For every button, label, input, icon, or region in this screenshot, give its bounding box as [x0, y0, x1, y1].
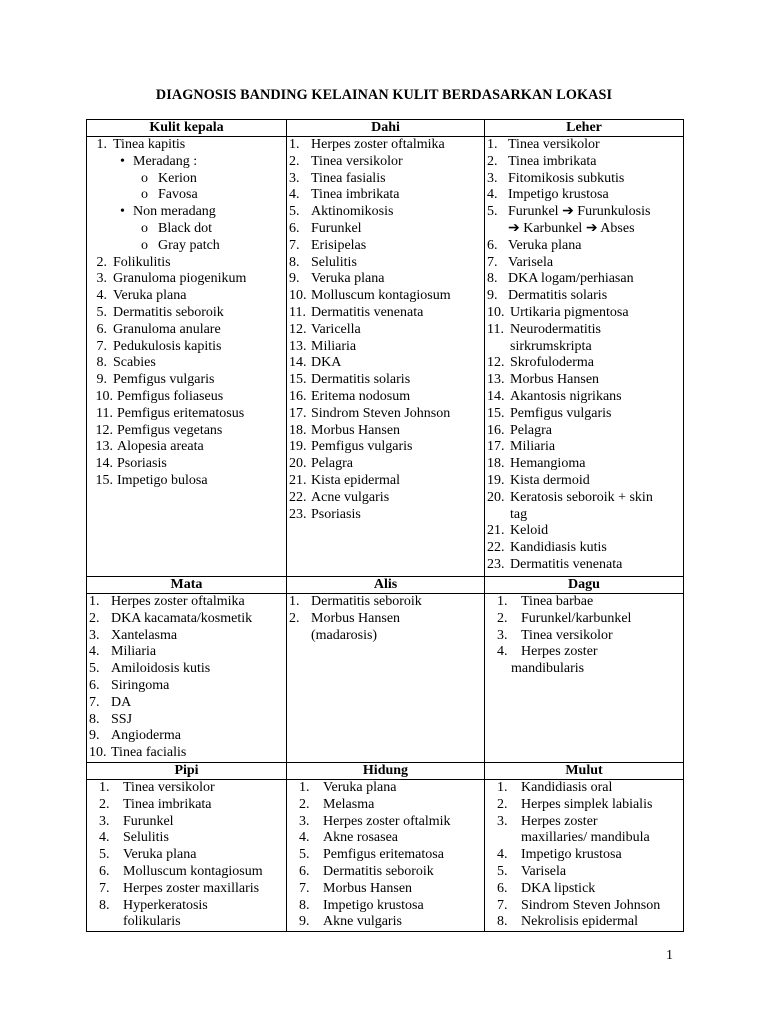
- circle-bullet-icon: o: [141, 220, 148, 236]
- list-item: 6. DKA lipstick: [497, 880, 596, 896]
- list-item: 4. Herpes zoster: [497, 644, 598, 660]
- list-item: 6. Dermatitis seboroik: [299, 863, 434, 879]
- list-item: 1. Tinea kapitis: [96, 137, 186, 152]
- list-item: 5. Veruka plana: [99, 847, 197, 863]
- circle-bullet-icon: o: [141, 237, 148, 253]
- list-item: 2. Tinea versikolor: [289, 153, 403, 169]
- list-item: 14. Akantosis nigrikans: [487, 388, 622, 404]
- list-item: 8. Nekrolisis epidermal: [497, 914, 639, 930]
- list-item: 7. Varisela: [487, 254, 554, 270]
- list-item: 9. Angioderma: [89, 728, 181, 744]
- list-item-continuation: ➔ Karbunkel ➔ Abses: [508, 220, 635, 236]
- list-item: 6. Furunkel: [289, 220, 362, 236]
- list-item: 3. Granuloma piogenikum: [96, 271, 247, 287]
- list-item: 1. Herpes zoster oftalmika: [289, 137, 445, 152]
- list-item: o Black dot: [141, 220, 213, 236]
- list-item: 12. Varicella: [289, 321, 361, 337]
- list-item: 18. Hemangioma: [487, 456, 586, 472]
- list-item: 6. Veruka plana: [487, 237, 582, 253]
- list-item: 23. Dermatitis venenata: [487, 556, 623, 572]
- circle-bullet-icon: o: [141, 170, 148, 186]
- list-item: 9. Veruka plana: [289, 271, 385, 287]
- content-row-1: [87, 137, 684, 577]
- list-item: 2. Furunkel/karbunkel: [497, 610, 632, 626]
- list-item: 1. Kandidiasis oral: [497, 780, 613, 795]
- list-item: 11. Neurodermatitis: [487, 321, 601, 337]
- content-row-3: [87, 780, 684, 932]
- list-item: 13. Morbus Hansen: [487, 372, 600, 388]
- list-item: 4. Tinea imbrikata: [289, 187, 400, 203]
- arrow-right-icon: ➔: [585, 220, 598, 236]
- list-item: 15. Pemfigus vulgaris: [487, 405, 612, 421]
- list-item: 9. Pemfigus vulgaris: [96, 372, 215, 388]
- list-item: 17. Miliaria: [487, 439, 556, 455]
- list-item: 10. Tinea facialis: [89, 745, 187, 761]
- list-item: 10. Molluscum kontagiosum: [289, 288, 451, 304]
- list-item: 4. Akne rosasea: [299, 830, 399, 846]
- header-dagu: Dagu: [485, 577, 684, 594]
- list-item: 5. Amiloidosis kutis: [89, 661, 211, 677]
- header-row-2: [87, 577, 684, 594]
- list-item: 13. Alopesia areata: [95, 439, 204, 455]
- bullet-icon: •: [120, 153, 125, 169]
- list-item: 2. Tinea imbrikata: [487, 153, 597, 169]
- list-item: 17. Sindrom Steven Johnson: [289, 405, 451, 421]
- cell-mata: [87, 594, 287, 763]
- list-item: 6. Granuloma anulare: [96, 321, 221, 337]
- list-item: 4. Selulitis: [99, 830, 169, 846]
- list-item: 19. Pemfigus vulgaris: [289, 439, 413, 455]
- list-item: 20. Keratosis seboroik + skin: [487, 489, 653, 505]
- list-alis: [287, 594, 484, 644]
- list-item: 5. Furunkel ➔ Furunkulosis: [487, 204, 651, 220]
- cell-kulit-kepala: [87, 137, 287, 577]
- cell-dahi: [287, 137, 485, 577]
- list-item: 16. Eritema nodosum: [289, 388, 411, 404]
- list-item: 3. Fitomikosis subkutis: [487, 170, 625, 186]
- list-item-continuation: sirkrumskripta: [510, 338, 592, 354]
- list-item-continuation: folikularis: [123, 914, 181, 930]
- list-item: 8. DKA logam/perhiasan: [487, 271, 634, 287]
- header-row-3: [87, 763, 684, 780]
- list-item: 21. Keloid: [487, 523, 549, 539]
- list-item: 4. Miliaria: [89, 644, 157, 660]
- cell-dagu: [485, 594, 684, 763]
- list-item: 2. Folikulitis: [96, 254, 171, 270]
- list-item: 1. Dermatitis seboroik: [289, 594, 422, 609]
- list-item: 12. Pemfigus vegetans: [95, 422, 223, 438]
- list-item: 3. Tinea fasialis: [289, 170, 386, 186]
- list-item: 8. Scabies: [96, 355, 156, 371]
- list-item: 10. Pemfigus foliaseus: [95, 388, 224, 404]
- list-item: 14. DKA: [289, 355, 342, 371]
- list-item: 7. Pedukulosis kapitis: [96, 338, 222, 354]
- list-item: o Gray patch: [141, 237, 220, 253]
- list-item: 19. Kista dermoid: [487, 472, 590, 488]
- header-pipi: Pipi: [87, 763, 287, 780]
- list-dagu: [485, 594, 683, 678]
- list-item: 7. Morbus Hansen: [299, 880, 413, 896]
- header-kulit-kepala: Kulit kepala: [87, 120, 287, 137]
- list-item: 7. Herpes zoster maxillaris: [99, 880, 260, 896]
- list-mulut: [485, 780, 683, 931]
- list-item: 3. Tinea versikolor: [497, 627, 613, 643]
- list-item: 1. Herpes zoster oftalmika: [89, 594, 245, 609]
- content-row-2: [87, 594, 684, 763]
- list-item: 22. Kandidiasis kutis: [487, 540, 607, 556]
- circle-bullet-icon: o: [141, 187, 148, 203]
- list-item: 12. Skrofuloderma: [487, 355, 594, 371]
- list-dahi: [287, 137, 484, 523]
- list-item: 3. Xantelasma: [89, 627, 178, 643]
- list-item: 5. Aktinomikosis: [289, 204, 394, 220]
- list-item: 20. Pelagra: [289, 456, 353, 472]
- cell-alis: [287, 594, 485, 763]
- list-item: 2. Tinea imbrikata: [99, 796, 212, 812]
- header-hidung: Hidung: [287, 763, 485, 780]
- list-item: 2. Morbus Hansen: [289, 610, 401, 626]
- header-row-1: [87, 120, 684, 137]
- list-item: 16. Pelagra: [487, 422, 552, 438]
- header-alis: Alis: [287, 577, 485, 594]
- cell-pipi: [87, 780, 287, 932]
- list-item: 7. Sindrom Steven Johnson: [497, 897, 661, 913]
- list-item: 8. Hyperkeratosis: [99, 897, 208, 913]
- list-item-continuation: (madarosis): [311, 627, 378, 643]
- list-item: 4. Veruka plana: [96, 288, 187, 304]
- page-title: DIAGNOSIS BANDING KELAINAN KULIT BERDASARKAN LOKASI: [155, 87, 613, 103]
- cell-hidung: [287, 780, 485, 932]
- diagnosis-table: [86, 119, 684, 932]
- list-item: 5. Pemfigus eritematosa: [299, 847, 444, 863]
- list-item: o Favosa: [141, 187, 198, 203]
- list-item-continuation: mandibularis: [511, 661, 585, 677]
- list-item: 2. Melasma: [299, 796, 375, 812]
- list-item: 13. Miliaria: [289, 338, 357, 354]
- list-item: 2. Herpes simplek labialis: [497, 796, 653, 812]
- header-dahi: Dahi: [287, 120, 485, 137]
- list-item: 22. Acne vulgaris: [289, 489, 390, 505]
- header-mata: Mata: [87, 577, 287, 594]
- list-item: 5. Varisela: [497, 863, 567, 879]
- header-mulut: Mulut: [485, 763, 684, 780]
- list-item: 14. Psoriasis: [95, 456, 167, 472]
- list-item: 4. Impetigo krustosa: [487, 187, 609, 203]
- list-hidung: [287, 780, 484, 931]
- list-item: • Non meradang: [120, 204, 216, 220]
- arrow-right-icon: ➔: [508, 220, 520, 236]
- list-item: 6. Molluscum kontagiosum: [99, 863, 263, 879]
- list-item: 5. Dermatitis seboroik: [96, 304, 224, 320]
- list-item: 8. Impetigo krustosa: [299, 897, 424, 913]
- list-item: 7. Erisipelas: [289, 237, 367, 253]
- cell-mulut: [485, 780, 684, 932]
- list-item: 23. Psoriasis: [289, 506, 361, 522]
- list-item: 21. Kista epidermal: [289, 472, 401, 488]
- list-item: 1. Tinea versikolor: [99, 780, 215, 795]
- list-item: 7. DA: [89, 694, 132, 710]
- list-item: 3. Furunkel: [99, 813, 174, 829]
- list-pipi: [87, 780, 286, 931]
- list-item: 9. Akne vulgaris: [299, 914, 402, 930]
- list-item-continuation: maxillaries/ mandibula: [521, 830, 650, 846]
- list-leher: [485, 137, 683, 574]
- list-item: 1. Veruka plana: [299, 780, 397, 795]
- list-item: 1. Tinea versikolor: [487, 137, 600, 152]
- header-leher: Leher: [485, 120, 684, 137]
- list-item: 15. Dermatitis solaris: [289, 372, 411, 388]
- list-item: 1. Tinea barbae: [497, 594, 594, 609]
- list-item: 15. Impetigo bulosa: [95, 472, 208, 488]
- list-item: 8. Selulitis: [289, 254, 357, 270]
- list-item: 8. SSJ: [89, 711, 133, 727]
- list-item: 11. Dermatitis venenata: [289, 304, 424, 320]
- list-item: 3. Herpes zoster: [497, 813, 598, 829]
- list-item: 9. Dermatitis solaris: [487, 288, 608, 304]
- list-item: 2. DKA kacamata/kosmetik: [89, 610, 253, 626]
- list-item: • Meradang :: [120, 153, 198, 169]
- list-item: 18. Morbus Hansen: [289, 422, 401, 438]
- list-item: 10. Urtikaria pigmentosa: [487, 304, 629, 320]
- bullet-icon: •: [120, 204, 125, 220]
- list-item-continuation: tag: [510, 506, 528, 522]
- list-mata: [87, 594, 286, 762]
- arrow-right-icon: ➔: [562, 204, 574, 220]
- list-item: 11. Pemfigus eritematosus: [96, 405, 245, 421]
- list-item: 6. Siringoma: [89, 677, 170, 693]
- cell-leher: [485, 137, 684, 577]
- list-item: o Kerion: [141, 170, 197, 186]
- list-item: 3. Herpes zoster oftalmik: [299, 813, 451, 829]
- list-kulit-kepala: [87, 137, 286, 490]
- page-number: 1: [666, 948, 673, 963]
- list-item: 4. Impetigo krustosa: [497, 847, 622, 863]
